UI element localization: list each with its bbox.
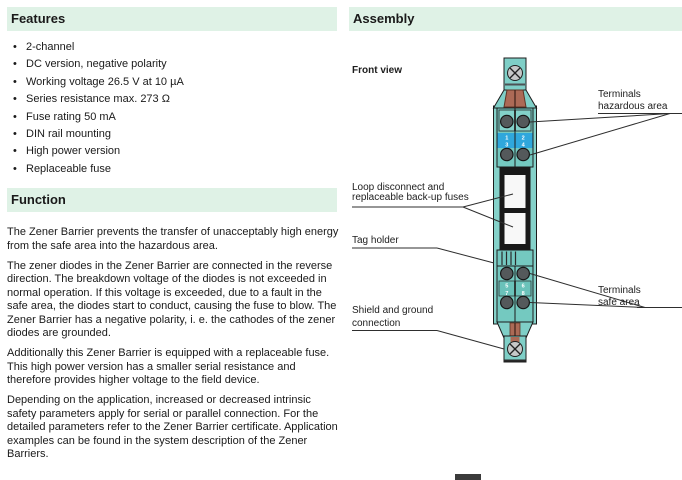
top-screw-icon	[508, 66, 523, 81]
terminal-screw	[517, 148, 529, 160]
leader-line	[530, 114, 670, 123]
function-body	[7, 226, 339, 468]
terminals-safe-label-line1: Terminals	[598, 285, 641, 296]
tag-holder-label: Tag holder	[352, 235, 399, 246]
features-list	[7, 39, 337, 178]
callout-loop-fuses	[352, 182, 513, 227]
feature-item: • Fuse rating 50 mA	[7, 109, 337, 126]
terminal-number: 1	[505, 135, 509, 142]
terminal-screw	[501, 267, 513, 279]
assembly-diagram	[340, 36, 682, 480]
loop-fuses-label-line1: Loop disconnect and	[352, 182, 445, 193]
terminal-number: 8	[521, 290, 525, 297]
terminal-number: 6	[521, 283, 525, 290]
function-paragraph: The Zener Barrier prevents the transfer of unacceptably high energy from the safe area into the hazardous area.	[7, 226, 339, 252]
terminal-number: 5	[505, 283, 509, 290]
features-header	[7, 7, 337, 31]
shield-ground-label-line2: connection	[352, 318, 401, 329]
terminal-number: 2	[521, 135, 525, 142]
terminal-screw	[501, 115, 513, 127]
feature-item: • Series resistance max. 273 Ω	[7, 91, 337, 108]
terminals-hazardous-label-line2: hazardous area	[598, 101, 668, 112]
feature-item: • DIN rail mounting	[7, 126, 337, 143]
terminal-number: 4	[521, 142, 525, 149]
terminal-screw	[517, 267, 529, 279]
terminal-number: 3	[505, 142, 509, 149]
assembly-header	[349, 7, 682, 31]
shield-ground-label-line1: Shield and ground	[352, 305, 434, 316]
terminal-screw	[517, 115, 529, 127]
feature-item: • Working voltage 26.5 V at 10 µA	[7, 74, 337, 91]
features-title: Features	[11, 11, 66, 26]
function-paragraph: Additionally this Zener Barrier is equipped with a replaceable fuse. This high power version has a smaller serial resistance and therefore provides higher voltage to the field device.	[7, 347, 330, 386]
leader-line	[437, 248, 494, 263]
fuse-window	[505, 213, 526, 244]
feature-item: • Replaceable fuse	[7, 161, 337, 178]
assembly-title: Assembly	[353, 11, 415, 26]
feature-item: • 2-channel	[7, 39, 337, 56]
feature-item: • High power version	[7, 143, 337, 160]
front-view-label: Front view	[352, 65, 403, 76]
function-paragraph: Depending on the application, increased or decreased intrinsic safety parameters apply for serial or parallel connection. For the detailed parameters refer to the Zener Barrier certificate. Application examples can be found in the system description of the Zener Barriers.	[7, 394, 338, 460]
leader-line	[530, 114, 670, 156]
bottom-screw-icon	[508, 342, 523, 357]
leader-line	[437, 331, 504, 350]
function-paragraph: The zener diodes in the Zener Barrier are connected in the reverse direction. The breakdown voltage of the diodes is not exceeded in normal operation. If this voltage is exceeded, due to a fault in the safe area, the diodes start to conduct, causing the fuse to blow. The Zener Barrier has a negative polarity, i. e. the cathodes of the zener diodes are grounded.	[7, 259, 337, 339]
terminal-screw	[501, 296, 513, 308]
callout-terminals-hazardous	[530, 89, 682, 155]
terminal-screw	[501, 148, 513, 160]
footer-graphic-fragment	[455, 474, 481, 480]
terminal-number: 7	[505, 290, 509, 297]
terminals-hazardous-label-line1: Terminals	[598, 89, 641, 100]
fuse-window	[505, 175, 526, 208]
terminals-safe-label-line2: safe area	[598, 297, 640, 308]
callout-terminals-safe	[530, 274, 682, 309]
function-header	[7, 188, 337, 212]
callout-tag-holder	[352, 235, 494, 263]
loop-fuses-label-line2: replaceable back-up fuses	[352, 192, 469, 203]
feature-item: • DC version, negative polarity	[7, 56, 337, 73]
function-title: Function	[11, 192, 66, 207]
callout-shield-ground	[352, 305, 504, 349]
terminal-screw	[517, 296, 529, 308]
